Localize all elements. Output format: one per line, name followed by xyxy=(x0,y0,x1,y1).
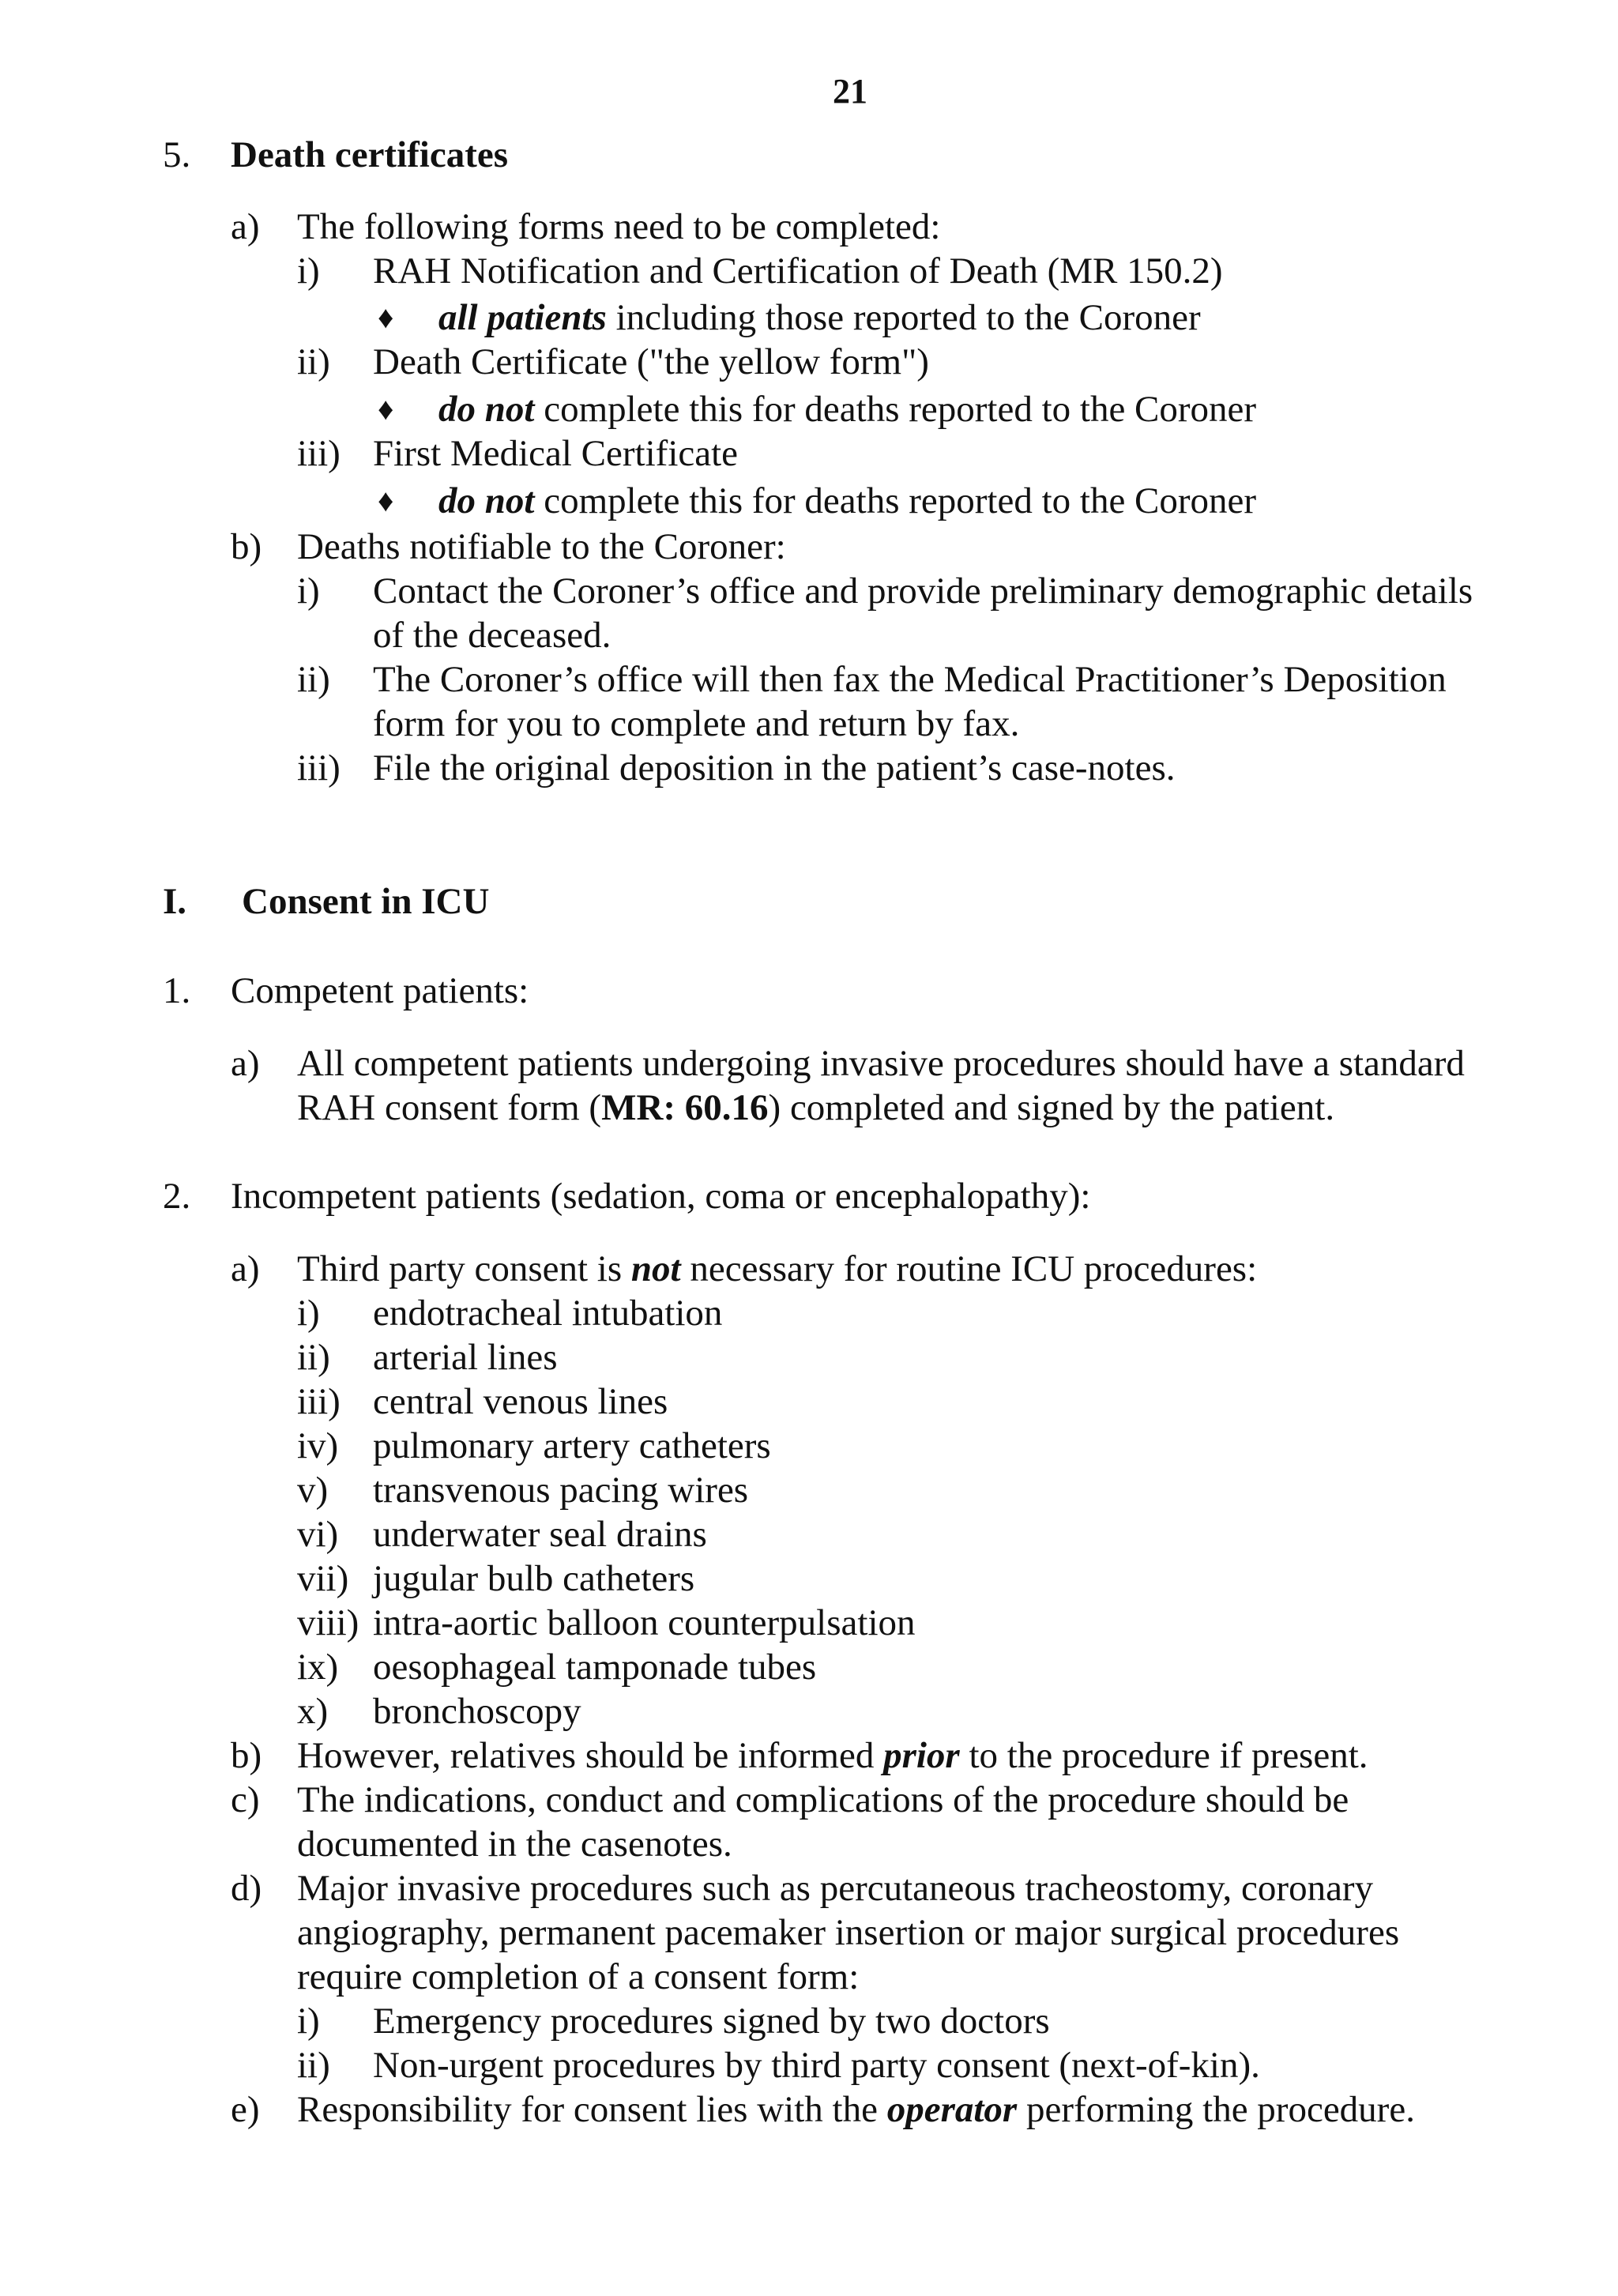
paragraph-number: 1. xyxy=(163,970,191,1011)
item-label: d) xyxy=(231,1868,262,1909)
subitem-label: vii) xyxy=(297,1558,349,1599)
subitem-label: iii) xyxy=(297,747,341,789)
subitem-text: bronchoscopy xyxy=(373,1691,581,1732)
subitem-label: i) xyxy=(297,250,320,292)
subitem-text: transvenous pacing wires xyxy=(373,1470,749,1511)
subitem-label: ii) xyxy=(297,341,330,382)
subitem-text: central venous lines xyxy=(373,1381,668,1422)
subitem-text: oesophageal tamponade tubes xyxy=(373,1647,817,1688)
item-label: a) xyxy=(231,1248,260,1289)
subitem-text: File the original deposition in the patient’s case-notes. xyxy=(373,747,1176,789)
subitem-label: x) xyxy=(297,1691,329,1732)
subitem-text: The Coroner’s office will then fax the Medical Practitioner’s Deposition xyxy=(373,659,1447,700)
subitem-text: RAH Notification and Certification of Death (MR 150.2) xyxy=(373,250,1223,292)
paragraph-text: Competent patients: xyxy=(231,970,529,1011)
bullet-note: all patients including those reported to the Coroner xyxy=(438,297,1201,338)
subitem-label: vi) xyxy=(297,1514,339,1555)
bullet-note: do not complete this for deaths reported to the Coroner xyxy=(438,480,1257,521)
item-text-cont: angiography, permanent pacemaker insertion or major surgical procedures xyxy=(297,1912,1400,1953)
subitem-text: Death Certificate ("the yellow form") xyxy=(373,341,929,382)
subitem-label: ix) xyxy=(297,1647,339,1688)
subitem-text-cont: of the deceased. xyxy=(373,615,611,656)
subitem-text: Emergency procedures signed by two doctors xyxy=(373,2001,1050,2042)
subitem-label: iv) xyxy=(297,1425,339,1466)
subitem-label: iii) xyxy=(297,433,341,474)
subitem-text: Non-urgent procedures by third party consent (next-of-kin). xyxy=(373,2045,1260,2086)
page-number: 21 xyxy=(833,72,867,111)
subitem-label: i) xyxy=(297,2001,320,2042)
item-text: Major invasive procedures such as percutaneous tracheostomy, coronary xyxy=(297,1868,1374,1909)
item-text: However, relatives should be informed prior to the procedure if present. xyxy=(297,1735,1368,1776)
subitem-label: i) xyxy=(297,570,320,612)
subitem-label: ii) xyxy=(297,659,330,700)
item-text: The following forms need to be completed: xyxy=(297,206,941,247)
subitem-text: intra-aortic balloon counterpulsation xyxy=(373,1602,916,1643)
item-text: The indications, conduct and complications of the procedure should be xyxy=(297,1779,1349,1820)
diamond-bullet-icon: ♦ xyxy=(378,483,394,518)
subitem-text: First Medical Certificate xyxy=(373,433,739,474)
paragraph-text: Incompetent patients (sedation, coma or encephalopathy): xyxy=(231,1176,1091,1217)
item-label: c) xyxy=(231,1779,260,1820)
item-text: Third party consent is not necessary for routine ICU procedures: xyxy=(297,1248,1258,1289)
item-label: b) xyxy=(231,1735,262,1776)
item-text: All competent patients undergoing invasive procedures should have a standard xyxy=(297,1043,1465,1084)
bullet-note: do not complete this for deaths reported to the Coroner xyxy=(438,389,1257,430)
subitem-text: arterial lines xyxy=(373,1337,558,1378)
section-5-heading: Death certificates xyxy=(231,134,509,175)
section-I-number: I. xyxy=(163,881,187,922)
section-I-heading: Consent in ICU xyxy=(242,881,490,922)
item-label: e) xyxy=(231,2089,260,2130)
item-text: Deaths notifiable to the Coroner: xyxy=(297,526,786,567)
diamond-bullet-icon: ♦ xyxy=(378,299,394,335)
subitem-label: viii) xyxy=(297,1602,359,1643)
subitem-label: i) xyxy=(297,1293,320,1334)
item-text: Responsibility for consent lies with the operator performing the procedure. xyxy=(297,2089,1415,2130)
subitem-text: underwater seal drains xyxy=(373,1514,707,1555)
subitem-label: ii) xyxy=(297,2045,330,2086)
item-label: a) xyxy=(231,1043,260,1084)
section-5-number: 5. xyxy=(163,134,191,175)
subitem-text: pulmonary artery catheters xyxy=(373,1425,771,1466)
subitem-label: v) xyxy=(297,1470,329,1511)
subitem-text: Contact the Coroner’s office and provide preliminary demographic details xyxy=(373,570,1473,612)
item-text-cont: require completion of a consent form: xyxy=(297,1956,860,1997)
paragraph-number: 2. xyxy=(163,1176,191,1217)
subitem-label: iii) xyxy=(297,1381,341,1422)
item-label: a) xyxy=(231,206,260,247)
subitem-text: endotracheal intubation xyxy=(373,1293,723,1334)
item-text-cont: documented in the casenotes. xyxy=(297,1824,732,1865)
diamond-bullet-icon: ♦ xyxy=(378,391,394,427)
item-text-cont: RAH consent form (MR: 60.16) completed and signed by the patient. xyxy=(297,1087,1335,1128)
subitem-text: jugular bulb catheters xyxy=(373,1558,695,1599)
subitem-label: ii) xyxy=(297,1337,330,1378)
item-label: b) xyxy=(231,526,262,567)
subitem-text-cont: form for you to complete and return by fax. xyxy=(373,703,1020,744)
